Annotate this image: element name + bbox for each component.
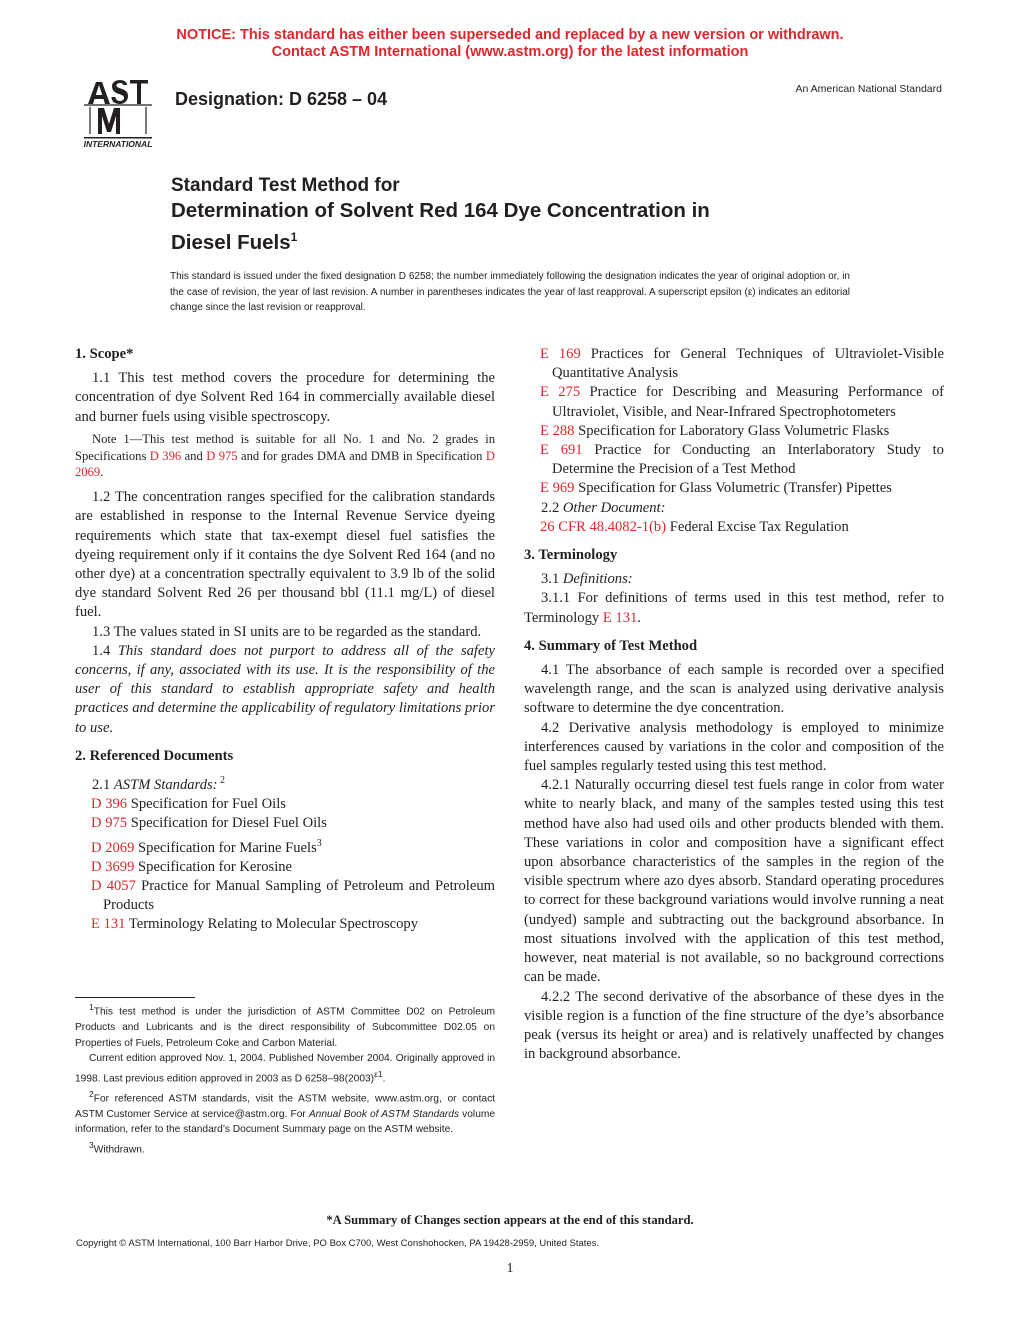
footnote-2-italic: Annual Book of ASTM Standards: [308, 1108, 460, 1120]
astm-logo-icon: [76, 74, 160, 150]
ref-item: [524, 383, 944, 421]
ref-item: [75, 795, 495, 814]
astm-logo: [76, 74, 160, 150]
ref-item: [75, 915, 495, 934]
issued-note: This standard is issued under the fixed designation D 6258; the number immediately following the designation indicates the year of original adoption or, in the case of revision, the year of last revision. A number in parentheses indicates the year of last reapproval. A superscript epsilon (ε) indicates an editorial change since the last revision or reapproval.: [170, 271, 850, 313]
para-3-1-1-end: .: [637, 609, 641, 626]
para-1-2: 1.2 The concentration ranges specified for the calibration standards are established in response to the Internal Revenue Service dyeing requirements which state that tax-exempt diesel fuel satisfies the dyeing requirement only if it contains the dye Solvent Red 164 (and no other dye) at a concentration spectrally equivalent to 3.9 lb of the solid dye standard Solvent Red 26 per thousand bbl (11.1 mg/L) of diesel fuel.: [75, 489, 495, 621]
para-2-2-text: Other Document:: [562, 499, 666, 516]
para-4-2-2: 4.2.2 The second derivative of the absorbance of these dyes in the visible region is a function of the fine structure of the dye’s absorbance peak (versus its height or area) and is relatively unaffected by changes in background absorbance.: [524, 988, 944, 1063]
ref-item-title: Terminology Relating to Molecular Spectroscopy: [125, 916, 419, 933]
ref-link-e169[interactable]: E 169: [540, 346, 581, 362]
ref-item: [75, 877, 495, 915]
ref-link-d2069-list[interactable]: D 2069: [91, 839, 135, 856]
ref-item: [524, 479, 944, 498]
title-line-3: [171, 224, 710, 256]
para-1-4-number: 1.4: [92, 642, 118, 659]
ref-link-d3699-list[interactable]: D 3699: [91, 858, 135, 875]
footnote-divider: [75, 997, 195, 998]
footnote-1b: [75, 1051, 495, 1087]
notice-line-1: NOTICE: This standard has either been superseded and replaced by a new version or withdrawn.: [176, 27, 844, 43]
ref-item-title: Specification for Kerosine: [134, 858, 293, 875]
para-2-1-sup: 2: [217, 775, 226, 787]
footnote-1: [75, 1000, 495, 1051]
ref-item-title: Federal Excise Tax Regulation: [666, 518, 849, 535]
left-column: [75, 345, 495, 934]
ref-item: [75, 858, 495, 877]
para-2-1: [75, 771, 495, 795]
ref-link-e131-list[interactable]: E 131: [91, 916, 126, 933]
american-national-standard: An American National Standard: [795, 83, 942, 95]
footnote-1-mark: 1: [89, 1002, 94, 1012]
notice-line-2: Contact ASTM International (www.astm.org) for the latest information: [271, 44, 749, 60]
scope-heading: 1. Scope*: [75, 346, 134, 362]
para-3-1-text: Definitions:: [562, 571, 633, 588]
note-1-text-b: and: [181, 448, 207, 463]
para-3-1-1-text: 3.1.1 For definitions of terms used in this test method, refer to Terminology: [524, 590, 944, 626]
title-line-3-text: Diesel Fuels: [171, 230, 291, 254]
document-title: [171, 174, 710, 256]
para-4-1: 4.1 The absorbance of each sample is recorded over a specified wavelength range, and the scan is analyzed using derivative analysis software to determine the dye concentration.: [524, 662, 944, 717]
ref-item-title: Practice for Conducting an Interlaboratory Study to Determine the Precision of a Test Method: [552, 442, 944, 478]
para-2-2: [524, 499, 944, 518]
ref-link-e288[interactable]: E 288: [540, 422, 575, 439]
para-2-1-text: ASTM Standards:: [113, 776, 218, 793]
para-2-2-number: 2.2: [541, 499, 563, 516]
right-column: [524, 345, 944, 1064]
note-1-text-d: .: [100, 465, 104, 480]
footnote-1b-text: Current edition approved Nov. 1, 2004. Published November 2004. Originally approved in 1998. Last previous edition approved in 2003 as D 6258–98(2003): [75, 1053, 495, 1085]
ref-item-title: Specification for Diesel Fuel Oils: [127, 815, 327, 832]
terminology-heading: 3. Terminology: [524, 547, 618, 564]
ref-item: [524, 518, 944, 537]
footnote-1-text: This test method is under the jurisdiction of ASTM Committee D02 on Petroleum Products and Lubricants and is the direct responsibility of Subcommittee D02.05 on Properties of Fuels, Petroleum Coke and Carbon Material.: [75, 1006, 495, 1049]
ref-link-d396-list[interactable]: D 396: [91, 796, 128, 813]
footnote-2-text-a: For referenced ASTM standards, visit the ASTM website, www.astm.org, or contact ASTM Customer Service at service@astm.org. For: [75, 1093, 495, 1120]
ref-item: [75, 834, 495, 858]
footnote-2: [75, 1087, 495, 1138]
footnote-3: [75, 1138, 495, 1158]
para-3-1: [524, 570, 944, 589]
ref-item: [524, 422, 944, 441]
footnote-3-mark: 3: [89, 1139, 94, 1150]
para-4-2: 4.2 Derivative analysis methodology is employed to minimize interferences caused by variations in the color and composition of the fuel samples regularly tested using this test method.: [524, 719, 944, 775]
ref-link-d2069[interactable]: D 2069: [75, 448, 495, 480]
ref-item-title: Specification for Marine Fuels: [134, 839, 317, 856]
para-4-2-1: 4.2.1 Naturally occurring diesel test fuels range in color from water white to nearly black, and many of the samples tested using this test method have also had used oils and other products blended with them. These variations in color and composition have a significant effect upon absorbance characteristics of the samples in the region of the visible spectrum where azo dyes absorb. Standard operating procedures to correct for these background variations would involve running a neat (undyed) sample and subtracting out the background absorbance. In most situations involved with the application of this test method, however, neat material is not available, so no background corrections can be made.: [524, 777, 944, 986]
ref-link-d975-list[interactable]: D 975: [91, 815, 128, 832]
para-3-1-1: [524, 589, 944, 627]
note-1: [75, 431, 495, 481]
ref-link-e691[interactable]: E 691: [540, 442, 583, 459]
para-2-1-number: 2.1: [92, 776, 114, 793]
ref-item-sup: 3: [316, 837, 322, 849]
ref-link-d396[interactable]: D 396: [149, 448, 182, 463]
logo-subtext: INTERNATIONAL: [83, 139, 153, 149]
ref-link-e969[interactable]: E 969: [540, 480, 575, 497]
ref-item-title: Practice for Describing and Measuring Performance of Ultraviolet, Visible, and Near-Infrared Spectrophotometers: [552, 384, 944, 420]
para-1-1: 1.1 This test method covers the procedure for determining the concentration of dye Solvent Red 164 in commercially available diesel and burner fuels using visible spectroscopy.: [75, 370, 495, 425]
ref-item: [524, 345, 944, 383]
ref-link-d4057-list[interactable]: D 4057: [91, 877, 136, 894]
footnote-3-text: Withdrawn.: [93, 1144, 145, 1156]
ref-item: [524, 441, 944, 479]
title-footnote-mark: 1: [290, 230, 298, 244]
summary-of-changes-note: *A Summary of Changes section appears at the end of this standard.: [326, 1213, 694, 1227]
ref-link-e131[interactable]: E 131: [602, 609, 638, 626]
ref-item-title: Practices for General Techniques of Ultraviolet-Visible Quantitative Analysis: [552, 346, 944, 382]
notice-banner: [0, 27, 1020, 61]
ref-item-title: Practice for Manual Sampling of Petroleum and Petroleum Products: [103, 877, 495, 913]
ref-item-title: Specification for Fuel Oils: [127, 796, 286, 813]
title-line-1: Standard Test Method for: [171, 175, 400, 196]
footnotes: [75, 997, 495, 1158]
footnote-2-mark: 2: [89, 1088, 94, 1099]
title-line-2: Determination of Solvent Red 164 Dye Concentration in: [171, 199, 710, 222]
para-3-1-number: 3.1: [541, 571, 563, 588]
refdocs-heading: 2. Referenced Documents: [75, 747, 234, 764]
ref-link-d975[interactable]: D 975: [206, 448, 238, 463]
ref-link-cfr[interactable]: 26 CFR 48.4082-1(b): [540, 518, 667, 535]
designation: Designation: D 6258 – 04: [175, 89, 388, 109]
summary-heading: 4. Summary of Test Method: [524, 637, 698, 654]
ref-item-title: Specification for Glass Volumetric (Transfer) Pipettes: [574, 480, 892, 497]
page-number: 1: [506, 1261, 514, 1276]
ref-link-e275[interactable]: E 275: [540, 384, 581, 401]
copyright: Copyright © ASTM International, 100 Barr Harbor Drive, PO Box C700, West Conshohocken, PA 19428-2959, United States.: [76, 1238, 600, 1249]
para-1-4: [75, 642, 495, 738]
footnote-2-text-b: volume information, refer to the standard’s Document Summary page on the ASTM website.: [75, 1108, 496, 1136]
para-1-3: 1.3 The values stated in SI units are to be regarded as the standard.: [92, 623, 482, 640]
ref-item-title: Specification for Laboratory Glass Volumetric Flasks: [574, 422, 890, 439]
note-1-text-a: Note 1—This test method is suitable for all No. 1 and No. 2 grades in Specifications: [75, 431, 495, 463]
para-1-4-text: This standard does not purport to address all of the safety concerns, if any, associated with its use. It is the responsibility of the user of this standard to establish appropriate safety and health practices and determine the applicability of regulatory limitations prior to use.: [75, 642, 495, 736]
note-1-text-c: and for grades DMA and DMB in Specification: [237, 448, 486, 463]
footnote-1b-sup: ε1: [374, 1068, 383, 1079]
footnote-1b-end: .: [382, 1073, 386, 1085]
ref-item: [75, 814, 495, 833]
